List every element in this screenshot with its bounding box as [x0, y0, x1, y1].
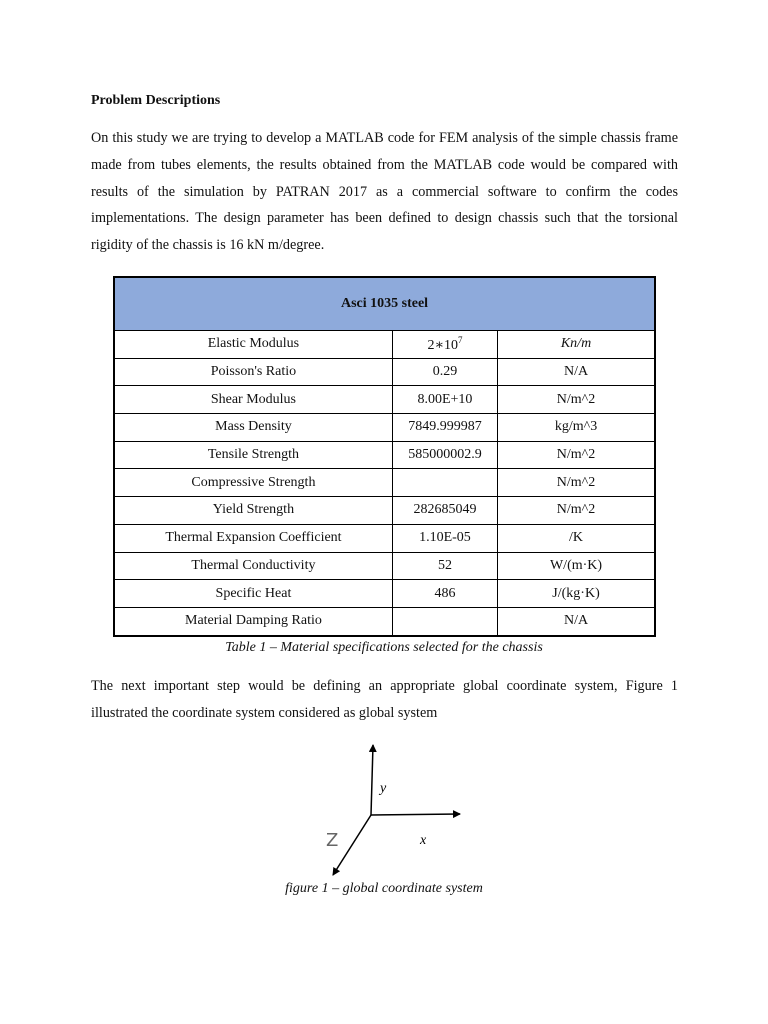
value-cell: 282685049: [392, 497, 497, 525]
property-cell: Yield Strength: [114, 497, 392, 525]
value-exponent: 7: [457, 334, 463, 345]
z-axis-label: Z: [326, 830, 339, 851]
property-cell: Compressive Strength: [114, 469, 392, 497]
property-cell: Poisson's Ratio: [114, 358, 392, 386]
property-cell: Shear Modulus: [114, 386, 392, 414]
unit-cell: /K: [498, 524, 655, 552]
value-cell: 7849.999987: [392, 414, 497, 442]
value-cell: 8.00E+10: [392, 386, 497, 414]
property-cell: Tensile Strength: [114, 441, 392, 469]
table-row: [114, 497, 655, 525]
table-row: [114, 524, 655, 552]
z-axis-line: [333, 815, 371, 875]
unit-cell: J/(kg·K): [498, 580, 655, 608]
section-heading: Problem Descriptions: [91, 93, 221, 108]
unit-cell: N/m^2: [498, 469, 655, 497]
coordinate-paragraph: The next important step would be defining an appropriate global coordinate system, Figure 1 illustrated the coordinate system considered as global system: [91, 678, 678, 721]
table-row: [114, 469, 655, 497]
intro-paragraph: On this study we are trying to develop a MATLAB code for FEM analysis of the simple chassis frame made from tubes elements, the results obtained from the MATLAB code would be compared with results of the simulation by PATRAN 2017 as a commercial software to confirm the codes implementations. The design parameter has been defined to design chassis such that the torsional rigidity of the chassis is 16 kN m/degree.: [91, 130, 678, 254]
value-cell: 52: [392, 552, 497, 580]
property-cell: Elastic Modulus: [114, 331, 392, 359]
table-row: [114, 580, 655, 608]
property-cell: Mass Density: [114, 414, 392, 442]
table-row: [114, 441, 655, 469]
property-cell: Material Damping Ratio: [114, 607, 392, 635]
unit-cell: W/(m·K): [498, 552, 655, 580]
value-cell: [392, 331, 497, 359]
table-row: [114, 414, 655, 442]
table-title: Asci 1035 steel: [114, 277, 655, 331]
table-row: [114, 331, 655, 359]
table-row: [114, 607, 655, 635]
unit-cell: N/A: [498, 607, 655, 635]
x-axis-label: x: [420, 833, 427, 848]
table-header-row: [114, 277, 655, 331]
value-cell: 0.29: [392, 358, 497, 386]
y-axis-line: [371, 745, 373, 815]
unit-cell: N/m^2: [498, 441, 655, 469]
table-row: [114, 386, 655, 414]
property-cell: Specific Heat: [114, 580, 392, 608]
value-cell: [392, 607, 497, 635]
y-axis-label: y: [380, 781, 387, 796]
value-cell: 1.10E-05: [392, 524, 497, 552]
material-spec-table: [113, 276, 656, 637]
table-caption: Table 1 – Material specifications selected for the chassis: [225, 640, 543, 655]
unit-cell: N/A: [498, 358, 655, 386]
unit-cell: kg/m^3: [498, 414, 655, 442]
coordinate-system-diagram: [300, 730, 480, 880]
x-axis-line: [371, 814, 460, 815]
property-cell: Thermal Expansion Coefficient: [114, 524, 392, 552]
value-base: 2∗10: [427, 337, 458, 353]
unit-cell: N/m^2: [498, 386, 655, 414]
table-row: [114, 552, 655, 580]
figure-caption: figure 1 – global coordinate system: [285, 881, 483, 896]
value-cell: 585000002.9: [392, 441, 497, 469]
property-cell: Thermal Conductivity: [114, 552, 392, 580]
unit-cell: Kn/m: [498, 331, 655, 359]
value-cell: [392, 469, 497, 497]
value-cell: 486: [392, 580, 497, 608]
table-row: [114, 358, 655, 386]
unit-cell: N/m^2: [498, 497, 655, 525]
